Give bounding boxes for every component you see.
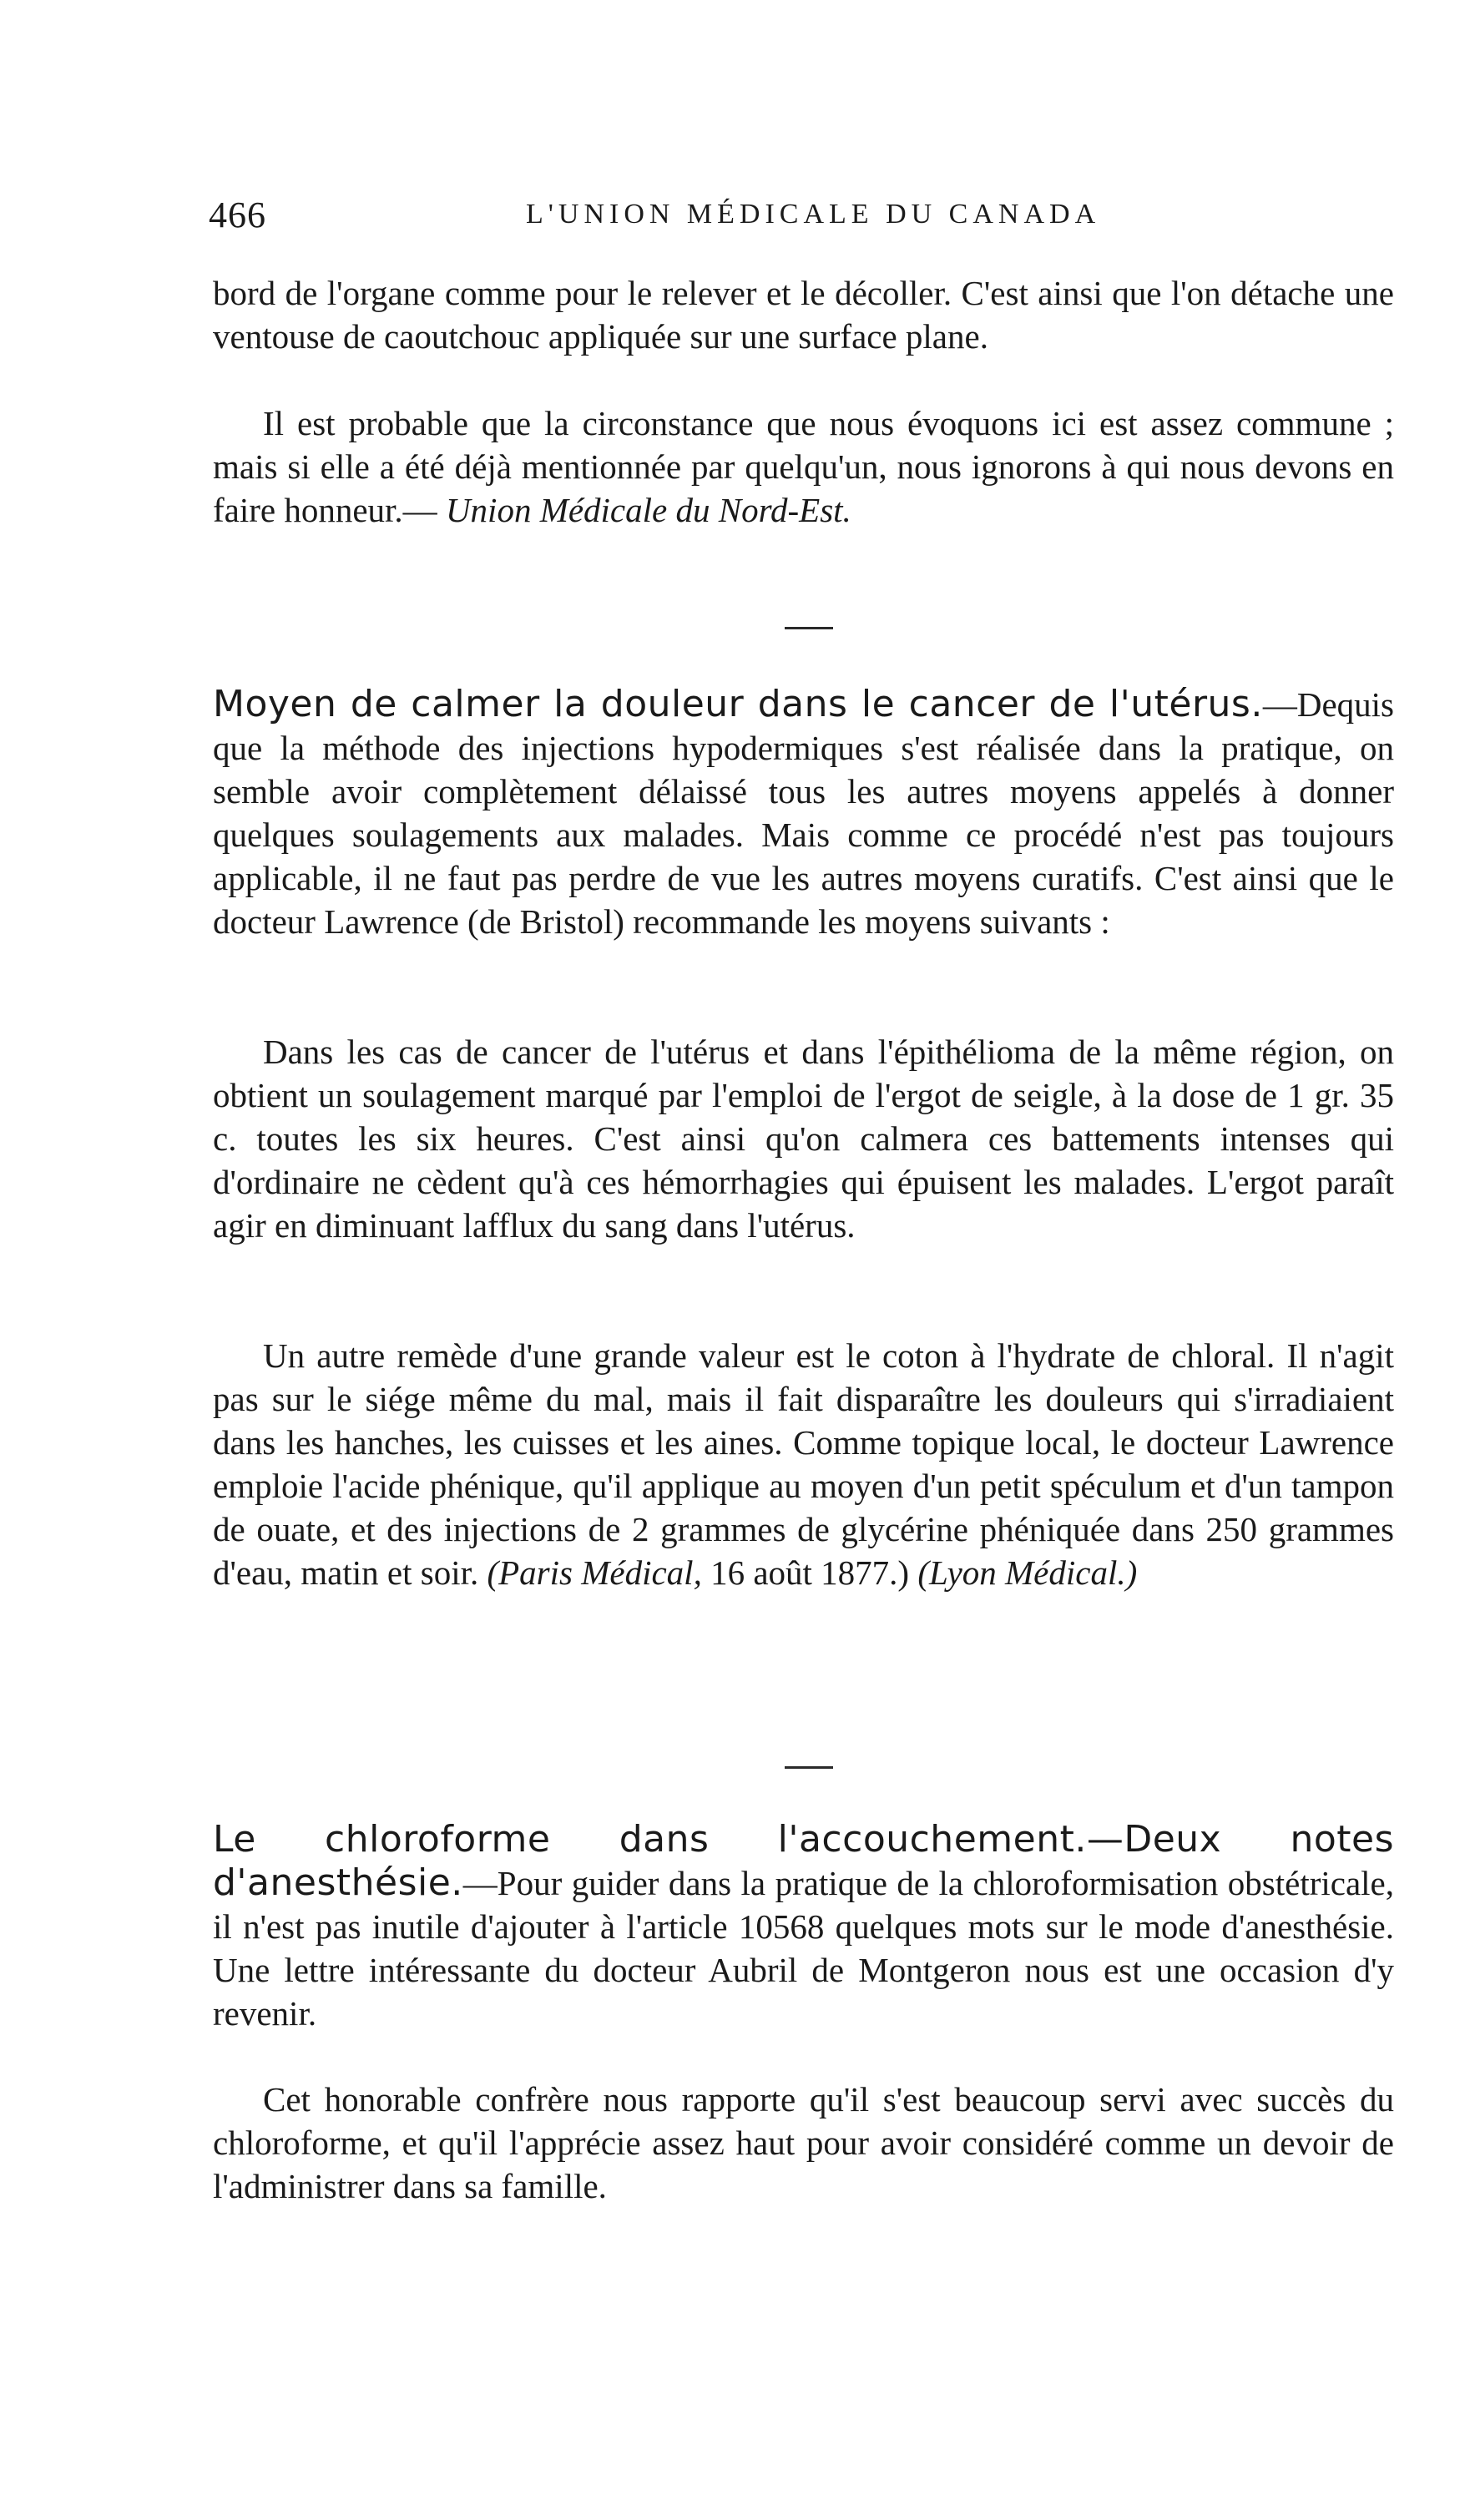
continuation-paragraph-2 (213, 401, 1394, 532)
article-cancer-paragraph-3 (213, 1334, 1394, 1594)
source-date: 16 août 1877.) (710, 1553, 910, 1592)
section-divider (785, 1766, 833, 1769)
article-cancer-paragraph-2: Dans les cas de cancer de l'utérus et dans l'épithélioma de la même région, on obtient un soulagement marqué par l'emploi de l'ergot de seigle, à la dose de 1 gr. 35 c. toutes les six heures. C'est ainsi qu'on calmera ces battements intenses qui d'ordinaire ne cèdent qu'à ces hémorrhagies qui épuisent les malades. L'ergot paraît agir en diminuant lafflux du sang dans l'utérus. (213, 1033, 1394, 1245)
source-citation-paris: (Paris Médical, (487, 1553, 702, 1592)
continuation-paragraph-1: bord de l'organe comme pour le relever et le décoller. C'est ainsi que l'on détache une ventouse de caoutchouc appliquée sur une surface plane. (213, 274, 1394, 356)
source-citation-lyon: (Lyon Médical.) (917, 1553, 1138, 1592)
page-number: 466 (209, 194, 266, 235)
article-paragraph-1: —Dequis que la méthode des injections hypodermiques s'est réalisée dans la pratique, on semble avoir complètement délaissé tous les autres moyens appelés à donner quelques soulagements aux malades. Mais comme ce procédé n'est pas toujours applicable, il ne faut pas perdre de vue les autres moyens curatifs. C'est ainsi que le docteur Lawrence (de Bristol) recommande les moyens suivants : (213, 685, 1394, 941)
article-cancer (213, 683, 1394, 943)
paragraph-text: Un autre remède d'une grande valeur est le coton à l'hydrate de chloral. Il n'agit pas sur le siége même du mal, mais il fait disparaître les douleurs qui s'irradiaient dans les hanches, les cuisses et les aines. Comme topique local, le docteur Lawrence emploie l'acide phénique, qu'il applique au moyen d'un petit spéculum et d'un tampon de ouate, et des injections de 2 grammes de glycérine phéniquée dans 250 grammes d'eau, matin et soir. (213, 1336, 1394, 1592)
article-title: Le chloroforme dans l'accouchement.—Deux notes d'anesthésie. (213, 1818, 1394, 1904)
article-paragraph-1: —Pour guider dans la pratique de la chloroformisation obstétricale, il n'est pas inutile d'ajouter à l'article 10568 quelques mots sur le mode d'anesthésie. Une lettre intéressante du docteur Aubril de Montgeron nous est une occasion d'y revenir. (213, 1864, 1394, 2033)
continuation-text: Il est probable que la circonstance que nous évoquons ici est assez commune ; mais si elle a été déjà mentionnée par quelqu'un, nous ignorons à qui nous devons en faire honneur.— (213, 404, 1394, 529)
article-chloroform-paragraph-2: Cet honorable confrère nous rapporte qu'il s'est beaucoup servi avec succès du chloroforme, et qu'il l'apprécie assez haut pour avoir considéré comme un devoir de l'administrer dans sa famille. (213, 2080, 1394, 2205)
running-title: L'UNION MÉDICALE DU CANADA (526, 199, 1101, 230)
page-header (209, 194, 1394, 244)
article-title: Moyen de calmer la douleur dans le cancer de l'utérus. (213, 683, 1263, 725)
article-chloroform (213, 1818, 1394, 2035)
source-citation: Union Médicale du Nord-Est. (445, 491, 851, 529)
section-divider (785, 627, 833, 629)
